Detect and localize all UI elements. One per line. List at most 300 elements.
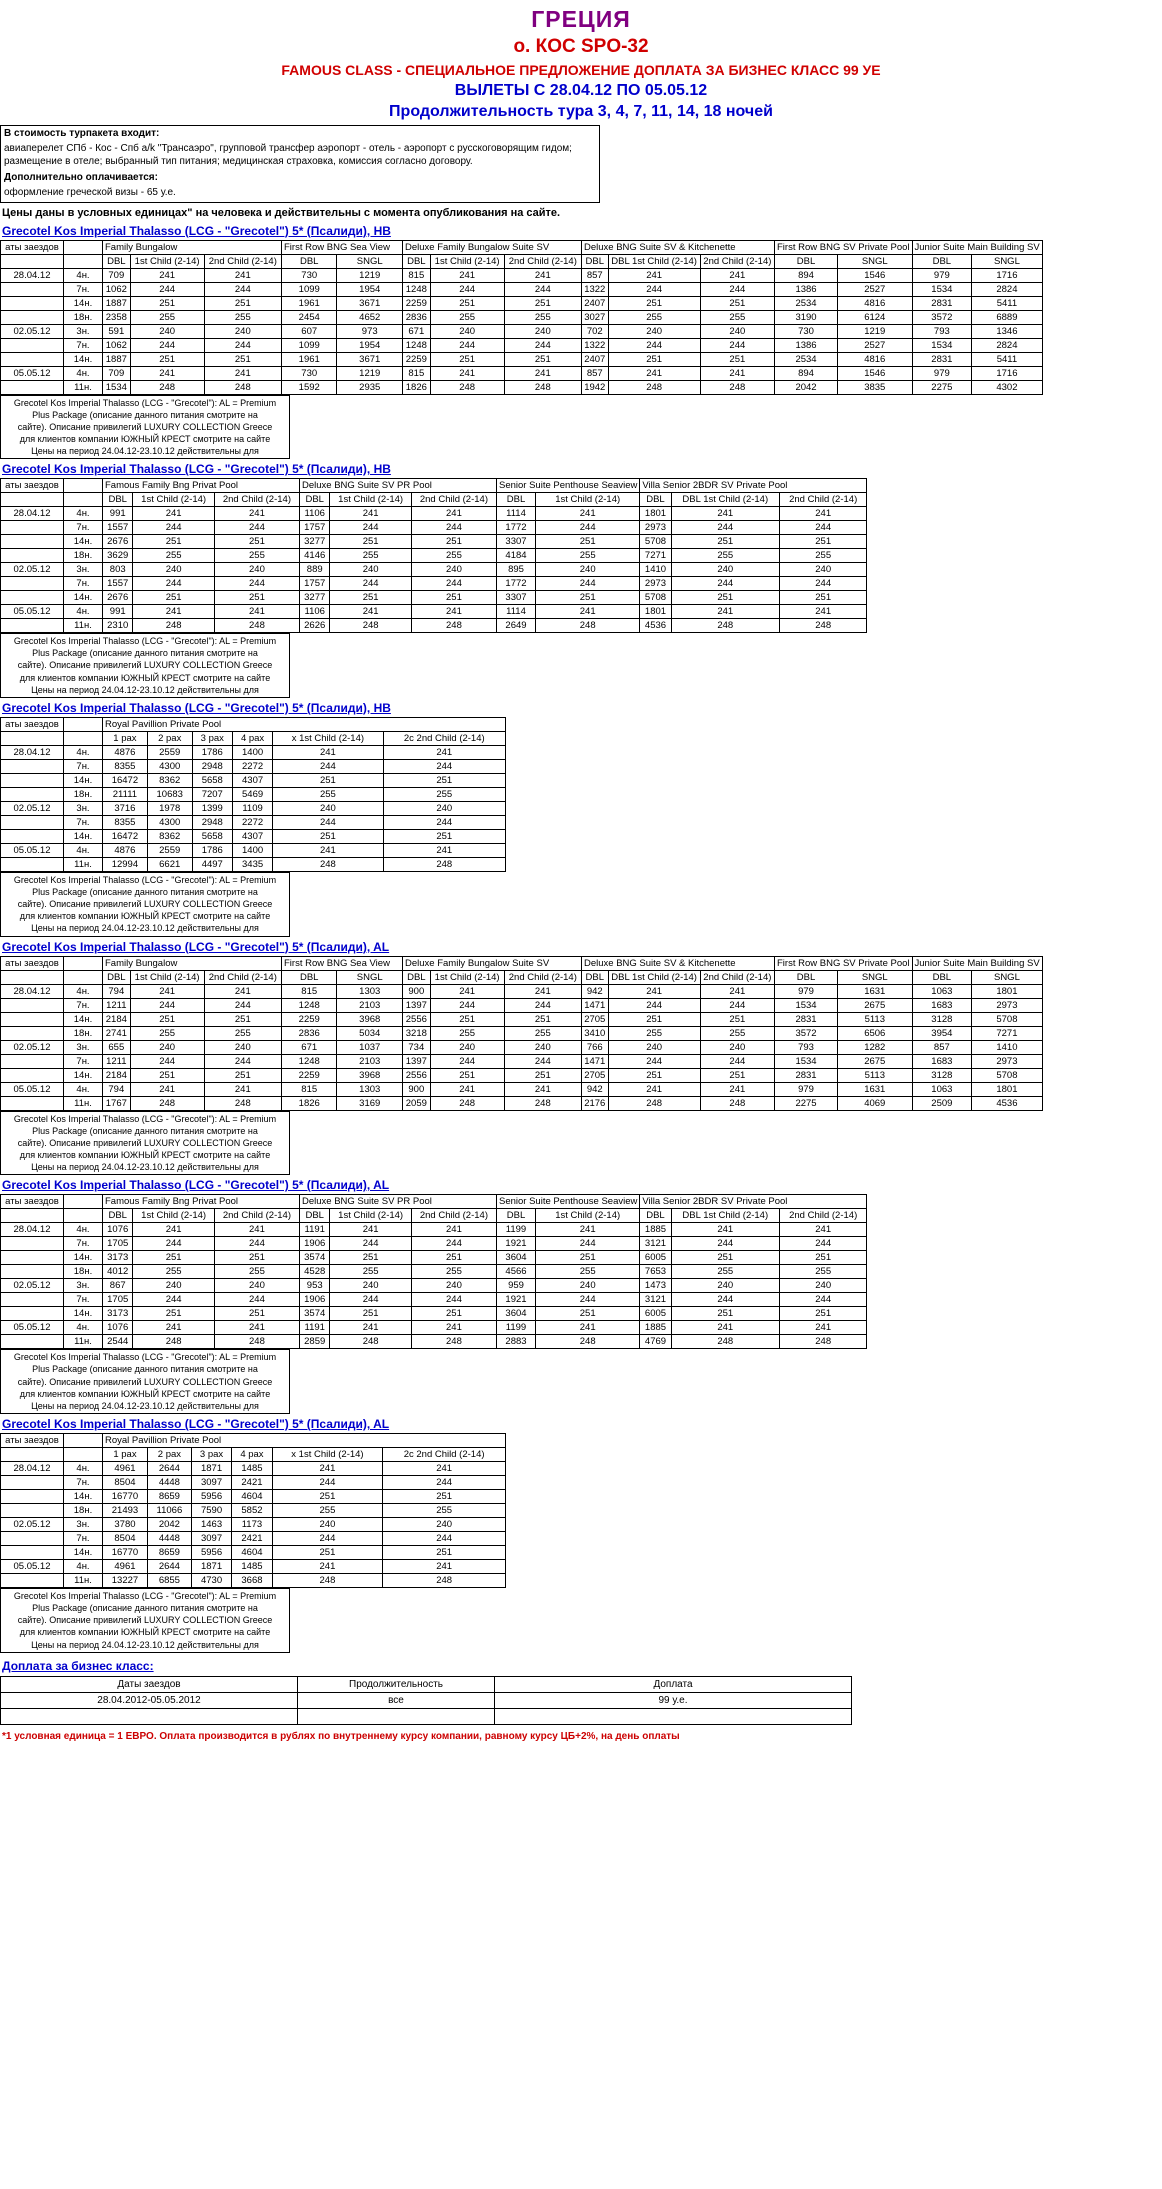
cell-price: 4069	[838, 1096, 912, 1110]
title-promo: FAMOUS CLASS - СПЕЦИАЛЬНОЕ ПРЕДЛОЖЕНИЕ ДОПЛАТА ЗА БИЗНЕС КЛАСС 99 УЕ	[281, 62, 881, 78]
cell-price: 251	[273, 829, 383, 843]
cell-price: 2534	[775, 352, 838, 366]
table-row	[1, 563, 867, 577]
price-table	[0, 1194, 867, 1349]
subheader-cell: SNGL	[337, 970, 403, 984]
cell-price: 2859	[300, 1335, 330, 1349]
cell-price: 240	[133, 563, 214, 577]
col-header-nights	[64, 1195, 103, 1209]
cell-price: 244	[779, 1293, 866, 1307]
cell-price: 3671	[337, 352, 403, 366]
subheader-cell: SNGL	[972, 970, 1042, 984]
cell-price: 251	[130, 1068, 204, 1082]
price-table	[0, 717, 506, 872]
cell-price: 2948	[192, 815, 232, 829]
subheader-blank-1	[1, 254, 64, 268]
cell-price: 2454	[282, 310, 337, 324]
cell-arrival-date	[1, 815, 64, 829]
cell-price: 4652	[337, 310, 403, 324]
col-header-nights	[64, 717, 103, 731]
cell-price: 244	[204, 1054, 281, 1068]
cell-price: 2831	[912, 296, 972, 310]
cell-price: 251	[130, 296, 204, 310]
cell-nights: 4н.	[64, 1321, 103, 1335]
cell-price: 241	[430, 1082, 504, 1096]
cell-price: 241	[504, 366, 581, 380]
cell-arrival-date	[1, 829, 64, 843]
cell-price: 4307	[232, 773, 272, 787]
note-line: Plus Package (описание данного питания смотрите на	[32, 409, 258, 420]
cell-price: 2259	[282, 1068, 337, 1082]
cell-price: 248	[273, 857, 383, 871]
subheader-cell: x 1st Child (2-14)	[273, 731, 383, 745]
cell-arrival-date: 28.04.12	[1, 984, 64, 998]
subheader-cell: 2nd Child (2-14)	[779, 493, 866, 507]
cell-price: 241	[700, 1082, 774, 1096]
subheader-cell: DBL	[103, 970, 131, 984]
cell-arrival-date: 02.05.12	[1, 1040, 64, 1054]
cell-price: 1534	[912, 338, 972, 352]
subheader-cell: 2nd Child (2-14)	[504, 254, 581, 268]
subheader-cell: DBL 1st Child (2-14)	[608, 970, 700, 984]
cell-price: 251	[204, 352, 281, 366]
cell-price: 2824	[972, 282, 1042, 296]
cell-price: 251	[671, 1251, 779, 1265]
cell-price: 730	[775, 324, 838, 338]
cell-price: 248	[130, 1096, 204, 1110]
cell-price: 1592	[282, 380, 337, 394]
cell-price: 13227	[103, 1574, 148, 1588]
cell-price: 244	[204, 282, 281, 296]
cell-price: 251	[536, 535, 640, 549]
cell-price: 248	[133, 619, 214, 633]
table-row	[1, 1476, 506, 1490]
cell-price: 248	[779, 1335, 866, 1349]
cell-nights: 4н.	[64, 745, 103, 759]
table-row	[1, 1560, 506, 1574]
table-row	[1, 619, 867, 633]
cell-price: 1282	[838, 1040, 912, 1054]
cell-price: 251	[330, 591, 411, 605]
subheader-blank-2	[64, 1448, 103, 1462]
table-row	[1, 1096, 1043, 1110]
table-header-row	[1, 1676, 852, 1692]
cell-price: 1219	[838, 324, 912, 338]
cell-price: 240	[330, 1279, 411, 1293]
group-header-cell: Villa Senior 2BDR SV Private Pool	[640, 1195, 867, 1209]
cell-arrival-date	[1, 1504, 64, 1518]
cell-price: 2509	[912, 1096, 972, 1110]
cell-price: 240	[608, 1040, 700, 1054]
cell-price: 244	[133, 521, 214, 535]
cell-price: 244	[430, 1054, 504, 1068]
cell-price: 2836	[282, 1026, 337, 1040]
cell-nights: 14н.	[64, 1068, 103, 1082]
note-line: для клиентов компании ЮЖНЫЙ КРЕСТ смотрите на сайте	[19, 1150, 271, 1161]
cell-price: 244	[133, 577, 214, 591]
table-row	[1, 296, 1043, 310]
cell-price: 244	[133, 1293, 214, 1307]
group-header-row	[1, 240, 1043, 254]
cell-nights: 7н.	[64, 759, 103, 773]
cell-price: 248	[779, 619, 866, 633]
price-table	[0, 956, 1043, 1111]
cell-price: 1683	[912, 1054, 972, 1068]
subheader-cell: DBL	[497, 493, 536, 507]
table-row	[1, 759, 506, 773]
cell-nights: 7н.	[64, 521, 103, 535]
subheader-cell: 4 pax	[232, 731, 272, 745]
cell-price: 255	[130, 1026, 204, 1040]
cell-price: 4497	[192, 857, 232, 871]
cell-price: 900	[403, 984, 431, 998]
table-row	[1, 521, 867, 535]
cell-arrival-date	[1, 591, 64, 605]
cell-price: 240	[411, 1279, 496, 1293]
subheader-cell: DBL	[582, 254, 609, 268]
cell-price: 251	[608, 1012, 700, 1026]
cell-price: 240	[504, 324, 581, 338]
note-line: сайте). Описание привилегий LUXURY COLLECTION Greece	[17, 1376, 273, 1387]
col-header-dates: аты заездов	[1, 1434, 64, 1448]
cell-price: 251	[204, 296, 281, 310]
cell-arrival-date	[1, 310, 64, 324]
section-note	[0, 1111, 290, 1176]
cell-price: 248	[536, 1335, 640, 1349]
cell-price: 244	[700, 282, 774, 296]
cell-price: 2836	[403, 310, 431, 324]
section-title: Grecotel Kos Imperial Thalasso (LCG - "Grecotel") 5* (Псалиди), AL	[2, 1417, 390, 1432]
cell-price: 241	[608, 268, 700, 282]
cell-price: 3410	[582, 1026, 609, 1040]
cell-price: 2824	[972, 338, 1042, 352]
cell-price: 244	[700, 338, 774, 352]
subheader-blank-1	[1, 731, 64, 745]
cell-price: 2421	[232, 1476, 272, 1490]
cell-price: 241	[130, 984, 204, 998]
cell-price: 1076	[103, 1321, 133, 1335]
cell-nights: 14н.	[64, 773, 103, 787]
cell-price: 255	[700, 1026, 774, 1040]
cell-arrival-date	[1, 1293, 64, 1307]
section-title: Grecotel Kos Imperial Thalasso (LCG - "Grecotel") 5* (Псалиди), HB	[2, 223, 391, 238]
table-row	[1, 857, 506, 871]
cell-price: 942	[582, 1082, 609, 1096]
cell-arrival-date	[1, 521, 64, 535]
cell-price: 4876	[103, 843, 148, 857]
cell-price: 21111	[103, 787, 148, 801]
table-row	[1, 366, 1043, 380]
cell-price: 2275	[912, 380, 972, 394]
cell-price: 1173	[232, 1518, 272, 1532]
table-row	[1, 1307, 867, 1321]
cell-price: 1921	[497, 1293, 536, 1307]
cell-arrival-date: 05.05.12	[1, 1560, 64, 1574]
table-row	[1, 1532, 506, 1546]
cell-price: 244	[700, 1054, 774, 1068]
subheader-cell: 1st Child (2-14)	[536, 1209, 640, 1223]
group-header-row	[1, 717, 506, 731]
cell-price: 241	[430, 984, 504, 998]
note-line: Plus Package (описание данного питания смотрите на	[32, 1364, 258, 1375]
table-row	[1, 1054, 1043, 1068]
cell-price: 241	[411, 1321, 496, 1335]
cell-arrival-date	[1, 759, 64, 773]
cell-price: 251	[214, 1307, 299, 1321]
table-row	[1, 773, 506, 787]
document-header	[0, 0, 1162, 125]
cell-price: 803	[103, 563, 133, 577]
cell-price: 248	[671, 1335, 779, 1349]
cell-nights: 4н.	[64, 268, 103, 282]
cell-arrival-date	[1, 1012, 64, 1026]
cell-price: 241	[330, 605, 411, 619]
cell-price: 240	[700, 1040, 774, 1054]
table-row	[1, 1251, 867, 1265]
cell-price: 2973	[640, 577, 671, 591]
cell-price: 1921	[497, 1237, 536, 1251]
cell-price: 251	[504, 296, 581, 310]
cell-price: 244	[214, 521, 299, 535]
cell-price: 251	[700, 1012, 774, 1026]
note-line: Grecotel Kos Imperial Thalasso (LCG - "Grecotel"): AL = Premium	[13, 1113, 277, 1124]
cell-price: 5708	[972, 1012, 1042, 1026]
cell-price: 240	[504, 1040, 581, 1054]
cell-price: 255	[133, 1265, 214, 1279]
currency-footnote: *1 условная единица = 1 ЕВРО. Оплата производится в рублях по внутреннему курсу компании, равному курсу ЦБ+2%, на день оплаты	[2, 1730, 680, 1742]
cell-price: 4961	[103, 1560, 148, 1574]
cell-price: 241	[536, 1321, 640, 1335]
cell-price: 4528	[300, 1265, 330, 1279]
cell-price: 1757	[300, 521, 330, 535]
cell-nights: 14н.	[64, 1307, 103, 1321]
cell-nights: 3н.	[64, 1518, 103, 1532]
group-header-cell: Senior Suite Penthouse Seaview	[497, 1195, 640, 1209]
cell-price: 4604	[232, 1546, 272, 1560]
table-row	[1, 1026, 1043, 1040]
cell-price: 251	[779, 1251, 866, 1265]
cell-price: 251	[133, 1251, 214, 1265]
biz-header-dates: Даты заездов	[1, 1676, 298, 1692]
cell-price: 241	[383, 1462, 506, 1476]
subheader-cell: 2nd Child (2-14)	[204, 254, 281, 268]
subheader-cell: 1st Child (2-14)	[330, 1209, 411, 1223]
cell-price: 244	[330, 577, 411, 591]
cell-price: 241	[204, 366, 281, 380]
cell-price: 3629	[103, 549, 133, 563]
note-line: Grecotel Kos Imperial Thalasso (LCG - "Grecotel"): AL = Premium	[13, 397, 277, 408]
col-header-nights	[64, 1434, 103, 1448]
cell-price: 251	[133, 1307, 214, 1321]
note-line: Цены на период 24.04.12-23.10.12 действительны для	[31, 684, 259, 695]
cell-price: 244	[779, 577, 866, 591]
cell-price: 6005	[640, 1251, 671, 1265]
subheader-cell: DBL 1st Child (2-14)	[608, 254, 700, 268]
cell-price: 1211	[103, 998, 131, 1012]
table-row-empty	[1, 1708, 852, 1724]
cell-price: 240	[779, 1279, 866, 1293]
note-line: Grecotel Kos Imperial Thalasso (LCG - "Grecotel"): AL = Premium	[13, 1591, 277, 1602]
cell-price: 16472	[103, 773, 148, 787]
cell-arrival-date: 28.04.12	[1, 1223, 64, 1237]
cell-arrival-date	[1, 1096, 64, 1110]
cell-price: 1954	[337, 338, 403, 352]
cell-nights: 3н.	[64, 324, 103, 338]
cell-price: 244	[536, 577, 640, 591]
cell-nights: 18н.	[64, 787, 103, 801]
cell-price: 255	[133, 549, 214, 563]
table-row	[1, 1692, 852, 1708]
col-header-dates: аты заездов	[1, 717, 64, 731]
cell-price: 241	[779, 1223, 866, 1237]
cell-price: 240	[779, 563, 866, 577]
note-line: Plus Package (описание данного питания смотрите на	[32, 648, 258, 659]
cell-price: 5113	[838, 1012, 912, 1026]
cell-price: 815	[282, 984, 337, 998]
cell-price: 3968	[337, 1012, 403, 1026]
cell-price: 244	[272, 1476, 383, 1490]
cell-price: 248	[130, 380, 204, 394]
table-row	[1, 843, 506, 857]
table-row	[1, 984, 1043, 998]
cell-price: 1248	[282, 998, 337, 1012]
cell-price: 1801	[972, 1082, 1042, 1096]
subheader-cell: DBL	[497, 1209, 536, 1223]
cell-price: 8362	[147, 829, 192, 843]
note-line: Цены на период 24.04.12-23.10.12 действительны для	[31, 923, 259, 934]
cell-price: 251	[700, 1068, 774, 1082]
cell-nights: 14н.	[64, 1012, 103, 1026]
table-row	[1, 282, 1043, 296]
cell-price: 1397	[403, 1054, 431, 1068]
cell-price: 766	[582, 1040, 609, 1054]
cell-nights: 11н.	[64, 1096, 103, 1110]
cell-price: 251	[133, 535, 214, 549]
cell-price: 7271	[640, 549, 671, 563]
cell-price: 241	[536, 507, 640, 521]
table-row	[1, 815, 506, 829]
cell-price: 1063	[912, 1082, 972, 1096]
cell-price: 1887	[103, 352, 131, 366]
subheader-cell: DBL	[300, 1209, 330, 1223]
group-header-row	[1, 1195, 867, 1209]
group-header-cell: First Row BNG Sea View	[282, 240, 403, 254]
cell-price: 248	[383, 857, 505, 871]
cell-price: 2544	[103, 1335, 133, 1349]
cell-price: 251	[671, 1307, 779, 1321]
biz-cell-empty-1	[1, 1708, 298, 1724]
cell-price: 4730	[191, 1574, 231, 1588]
cell-price: 991	[103, 507, 133, 521]
cell-price: 1386	[775, 338, 838, 352]
cell-price: 244	[383, 1476, 506, 1490]
subheader-blank-2	[64, 731, 103, 745]
note-line: сайте). Описание привилегий LUXURY COLLECTION Greece	[17, 1137, 273, 1148]
cell-price: 1199	[497, 1321, 536, 1335]
cell-price: 7590	[191, 1504, 231, 1518]
cell-price: 241	[214, 1223, 299, 1237]
cell-price: 240	[671, 1279, 779, 1293]
cell-price: 6621	[147, 857, 192, 871]
cell-price: 251	[536, 1251, 640, 1265]
cell-arrival-date: 28.04.12	[1, 507, 64, 521]
cell-price: 1386	[775, 282, 838, 296]
cell-price: 251	[608, 296, 700, 310]
cell-price: 248	[608, 1096, 700, 1110]
cell-price: 10683	[147, 787, 192, 801]
cell-price: 2259	[403, 352, 431, 366]
cell-price: 251	[330, 1251, 411, 1265]
col-header-nights	[64, 240, 103, 254]
cell-price: 3218	[403, 1026, 431, 1040]
cell-price: 241	[671, 1321, 779, 1335]
group-header-cell: First Row BNG Sea View	[282, 956, 403, 970]
cell-price: 251	[504, 1068, 581, 1082]
cell-price: 244	[700, 998, 774, 1012]
cell-price: 248	[608, 380, 700, 394]
subheader-blank-2	[64, 493, 103, 507]
cell-price: 8355	[103, 815, 148, 829]
cell-price: 244	[130, 998, 204, 1012]
cell-arrival-date	[1, 1237, 64, 1251]
cell-price: 244	[383, 815, 505, 829]
cell-price: 241	[383, 843, 505, 857]
cell-nights: 7н.	[64, 1532, 103, 1546]
cell-price: 1211	[103, 1054, 131, 1068]
subheader-cell: 1st Child (2-14)	[133, 1209, 214, 1223]
cell-price: 1801	[640, 605, 671, 619]
cell-price: 1191	[300, 1321, 330, 1335]
cell-price: 241	[608, 366, 700, 380]
cell-price: 2644	[147, 1560, 191, 1574]
cell-price: 3121	[640, 1237, 671, 1251]
cell-price: 255	[608, 1026, 700, 1040]
cell-nights: 18н.	[64, 1026, 103, 1040]
cell-nights: 4н.	[64, 1462, 103, 1476]
included-title: В стоимость турпакета входит:	[4, 128, 160, 139]
cell-nights: 4н.	[64, 1223, 103, 1237]
cell-price: 240	[411, 563, 496, 577]
subheader-row	[1, 1448, 506, 1462]
subheader-cell: DBL	[640, 1209, 671, 1223]
table-row	[1, 1223, 867, 1237]
cell-price: 1885	[640, 1223, 671, 1237]
cell-price: 959	[497, 1279, 536, 1293]
group-header-cell: Deluxe BNG Suite SV PR Pool	[300, 1195, 497, 1209]
subheader-blank-2	[64, 254, 103, 268]
cell-price: 734	[403, 1040, 431, 1054]
cell-nights: 3н.	[64, 1279, 103, 1293]
cell-price: 240	[204, 324, 281, 338]
group-header-cell: First Row BNG SV Private Pool	[775, 240, 913, 254]
cell-price: 2831	[775, 1068, 838, 1082]
table-row	[1, 1490, 506, 1504]
cell-arrival-date	[1, 1476, 64, 1490]
cell-price: 3574	[300, 1251, 330, 1265]
cell-price: 1219	[337, 366, 403, 380]
cell-price: 241	[383, 1560, 506, 1574]
cell-price: 2675	[838, 1054, 912, 1068]
cell-price: 3604	[497, 1307, 536, 1321]
cell-price: 1248	[403, 282, 431, 296]
cell-price: 4300	[147, 759, 192, 773]
note-line: Plus Package (описание данного питания смотрите на	[32, 1125, 258, 1136]
table-row	[1, 577, 867, 591]
cell-price: 244	[430, 338, 504, 352]
cell-price: 244	[608, 1054, 700, 1068]
cell-price: 857	[582, 268, 609, 282]
subheader-cell: DBL	[775, 254, 838, 268]
